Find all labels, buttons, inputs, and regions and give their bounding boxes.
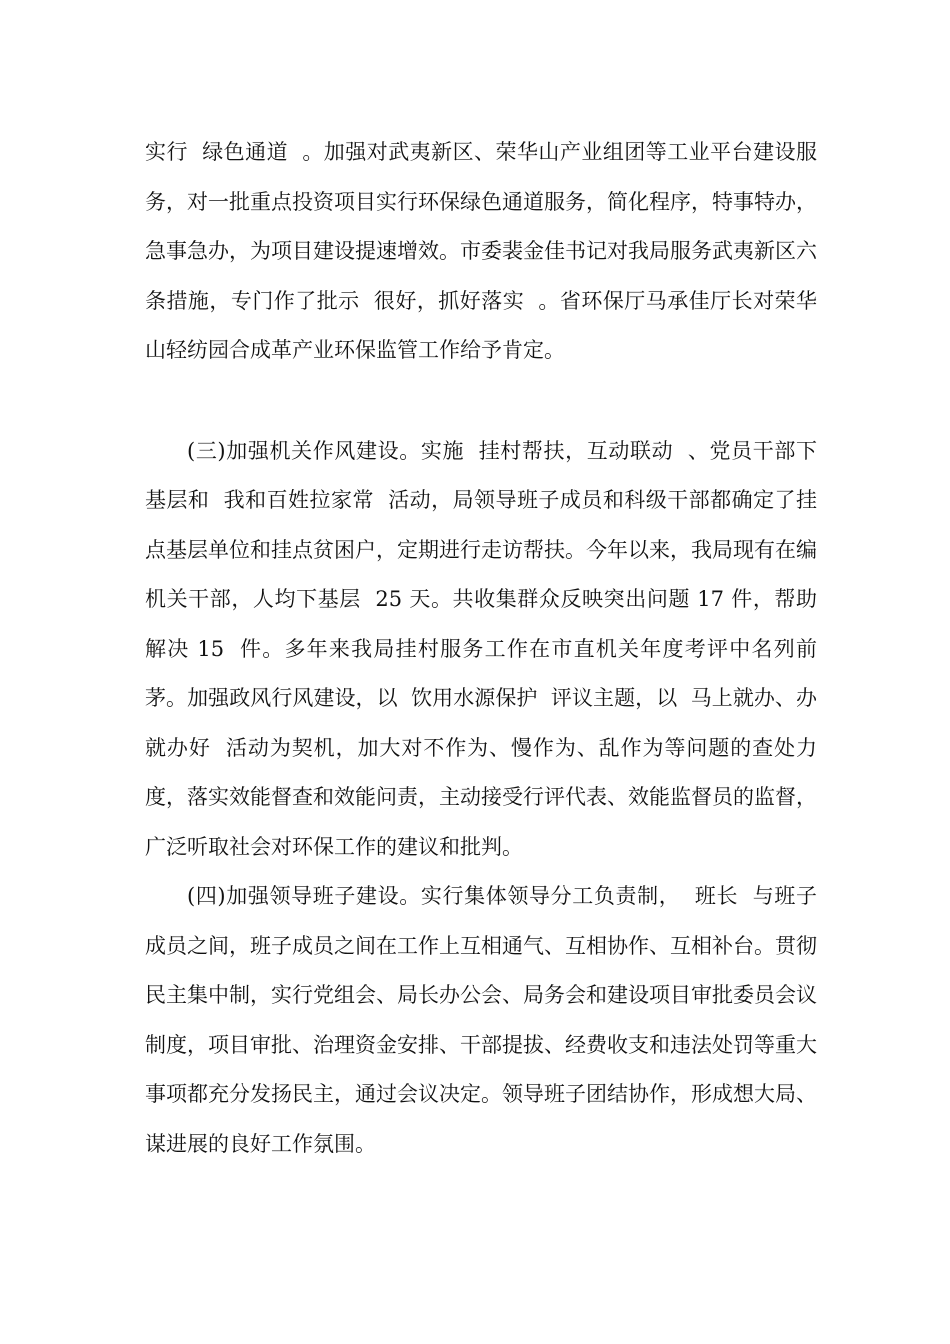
paragraph-work-style: (三)加强机关作风建设。实施 挂村帮扶，互动联动 、党员干部下基层和 我和百姓拉家常 活动，局领导班子成员和科级干部都确定了挂点基层单位和挂点贫困户，定期进行走访帮扶。今年以来，我局现有在编机关干部，人均下基层 25 天。共收集群众反映突出问题 17 件，帮助解决 15 件。多年来我局挂村服务工作在市直机关年度考评中名列前茅。加强政风行风建设，以 饮用水源保护 评议主题，以 马上就办、办就办好 活动为契机，加大对不作为、慢作为、乱作为等问题的查处力度，落实效能督查和效能问责，主动接受行评代表、效能监督员的监督，广泛听取社会对环保工作的建议和批判。 xyxy=(145,438,817,859)
document-body xyxy=(145,128,817,1169)
paragraph-green-channel: 实行 绿色通道 。加强对武夷新区、荣华山产业组团等工业平台建设服务，对一批重点投资项目实行环保绿色通道服务，简化程序，特事特办，急事急办，为项目建设提速增效。市委裴金佳书记对我局服务武夷新区六条措施，专门作了批示 很好，抓好落实 。省环保厅马承佳厅长对荣华山轻纺园合成革产业环保监管工作给予肯定。 xyxy=(145,140,817,362)
paragraph-spacing xyxy=(145,376,817,427)
paragraph-leadership: (四)加强领导班子建设。实行集体领导分工负责制， 班长 与班子成员之间，班子成员之间在工作上互相通气、互相协作、互相补台。贯彻民主集中制，实行党组会、局长办公会、局务会和建设项目审批委员会议制度，项目审批、治理资金安排、干部提拔、经费收支和违法处罚等重大事项都充分发扬民主，通过会议决定。领导班子团结协作，形成想大局、谋进展的良好工作氛围。 xyxy=(145,884,817,1156)
